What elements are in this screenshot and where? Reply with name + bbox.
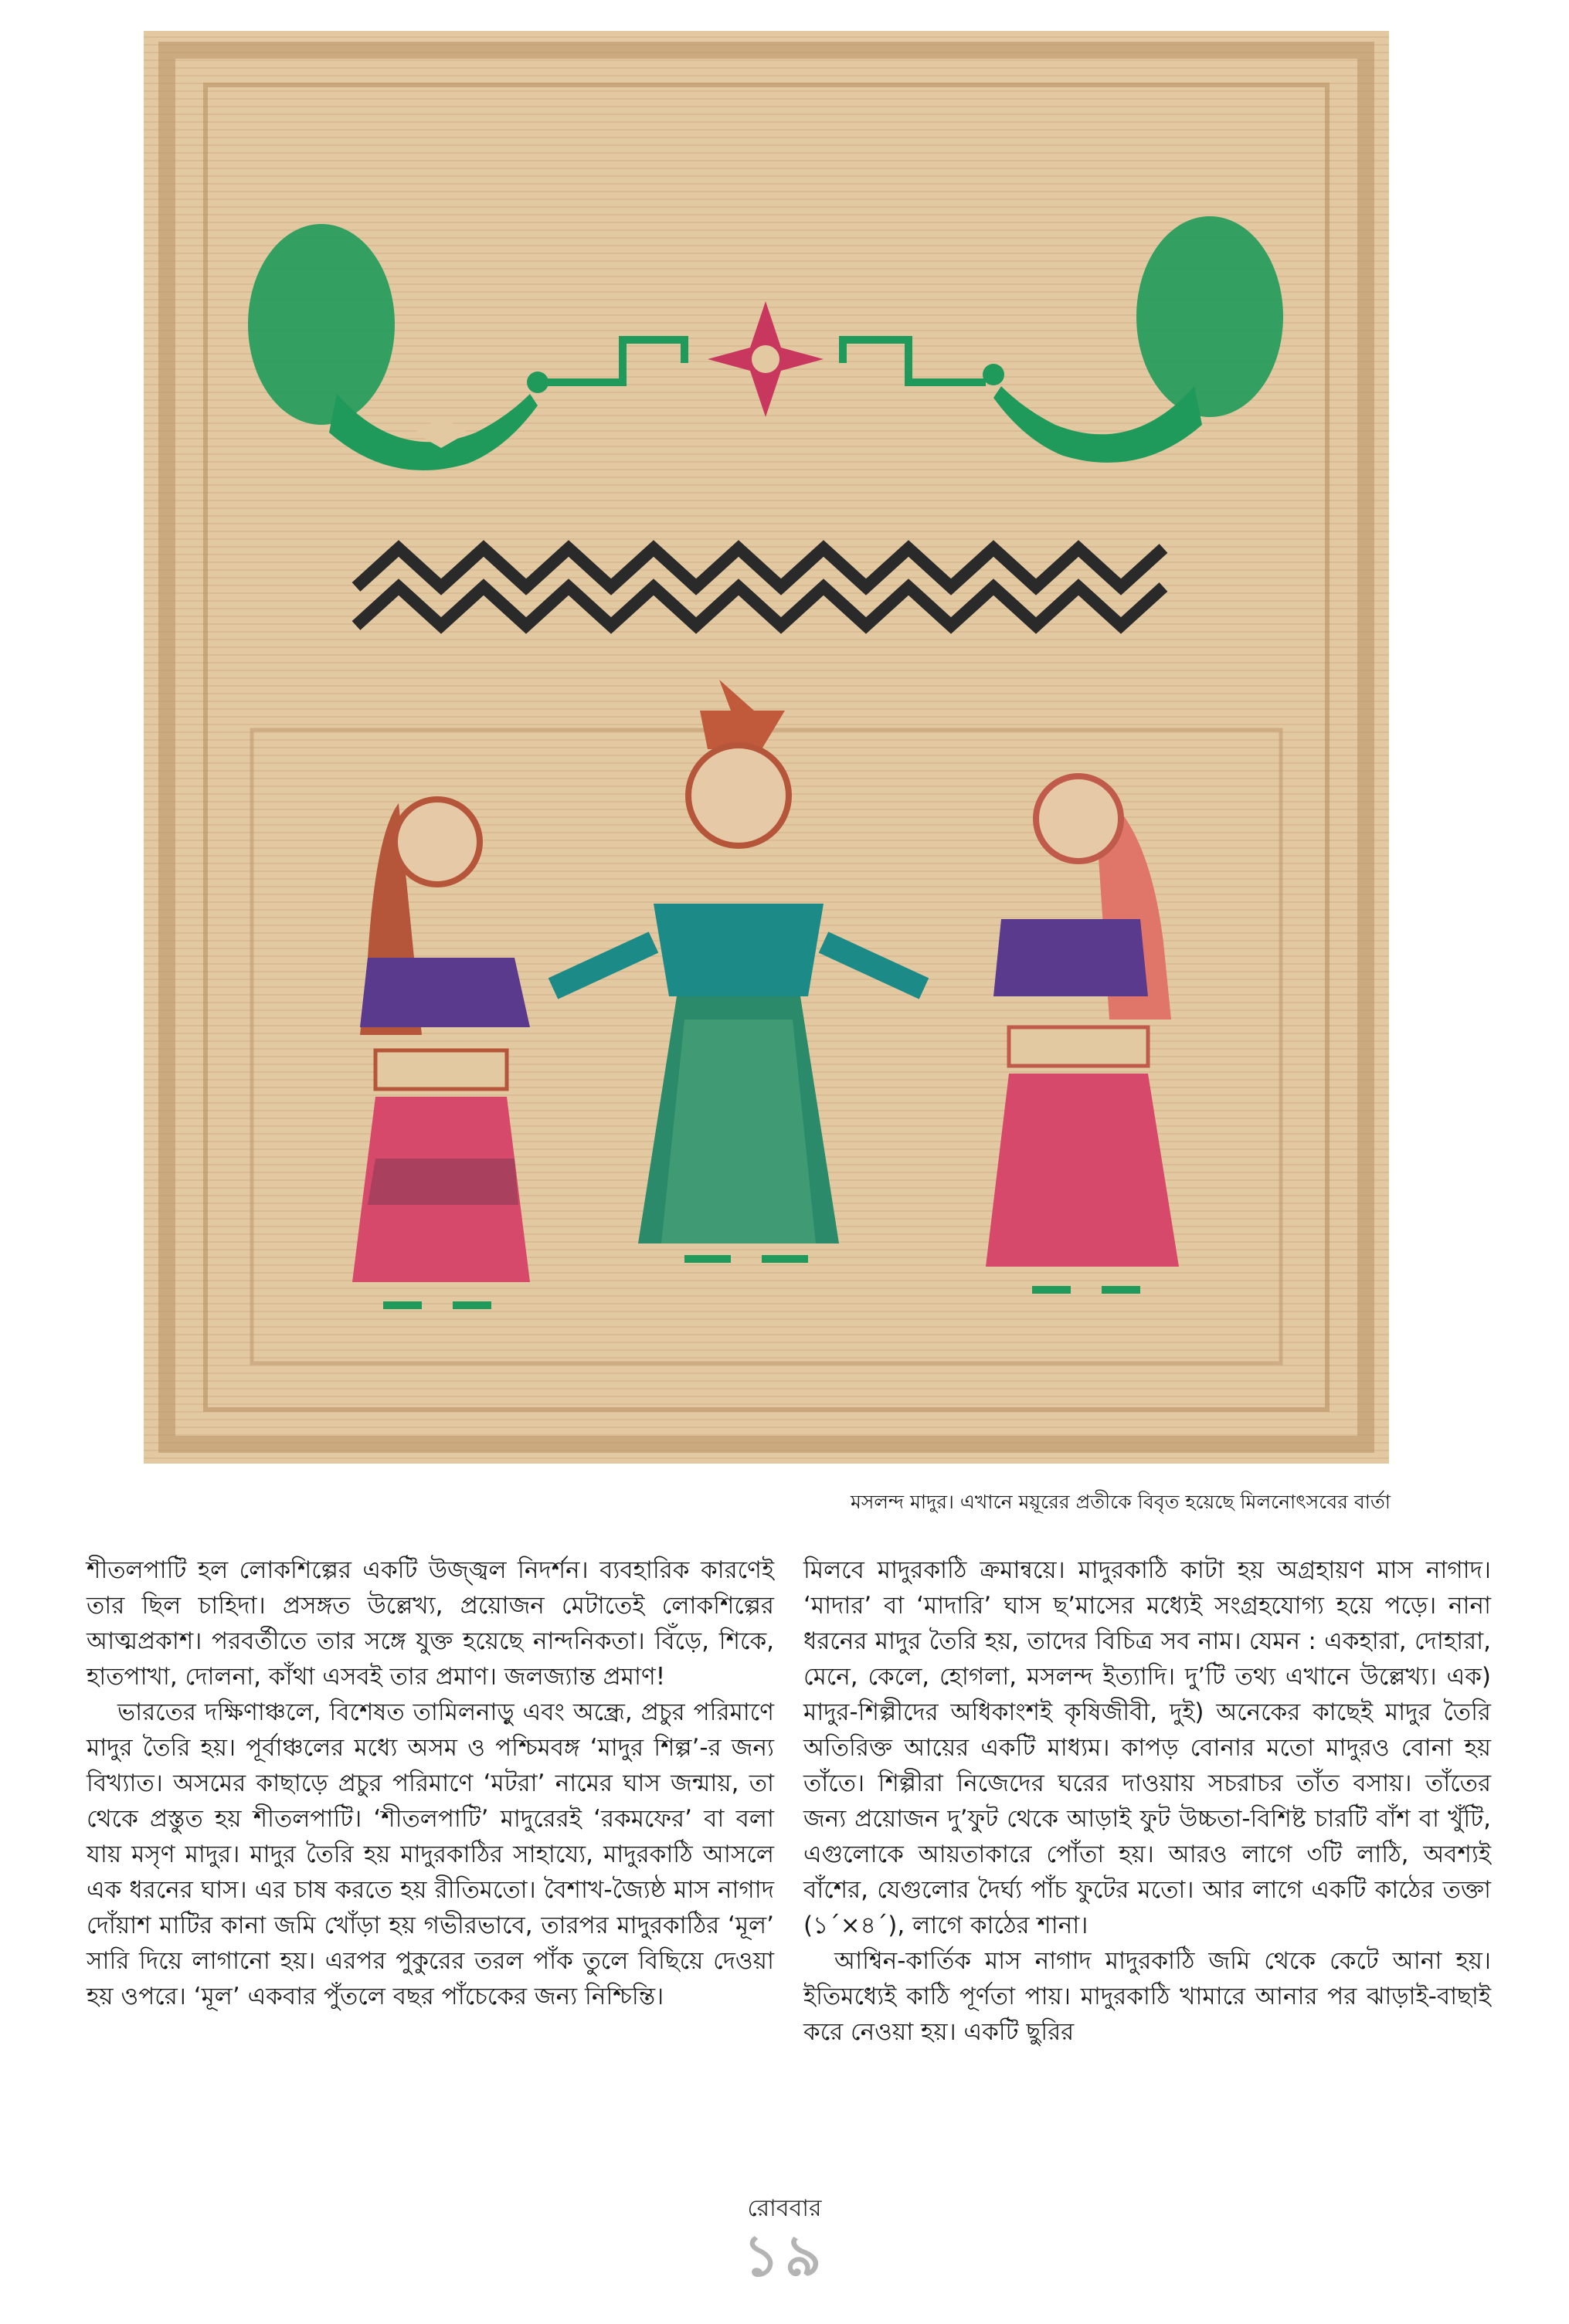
magazine-name: রোববার: [747, 2195, 822, 2222]
photo-caption: মসলন্দ মাদুর। এখানে ময়ূরের প্রতীকে বিবৃত হয়েছে মিলনোৎসবের বার্তা: [850, 1491, 1391, 1513]
paragraph: আশ্বিন-কার্তিক মাস নাগাদ মাদুরকাঠি জমি থেকে কেটে আনা হয়। ইতিমধ্যেই কাঠি পূর্ণতা পায়। মাদুরকাঠি খামারে আনার পর ঝাড়াই-বাছাই করে নেওয়া হয়। একটি ছুরির: [803, 1947, 1491, 2046]
woven-mat-photo: [144, 31, 1389, 1464]
paragraph: ভারতের দক্ষিণাঞ্চলে, বিশেষত তামিলনাড়ু এবং অন্ধ্রে, প্রচুর পরিমাণে মাদুর তৈরি হয়। পূর্বাঞ্চলের মধ্যে অসম ও পশ্চিমবঙ্গ ‘মাদুর শিল্প’-র জন্য বিখ্যাত। অসমের কাছাড়ে প্রচুর পরিমাণে ‘মটরা’ নামের ঘাস জন্মায়, তা থেকে প্রস্তুত হয় শীতলপাটি। ‘শীতলপাটি’ মাদুরেরই ‘রকমফের’ বা বলা যায় মসৃণ মাদুর। মাদুর তৈরি হয় মাদুরকাঠির সাহায্যে, মাদুরকাঠি আসলে এক ধরনের ঘাস। এর চাষ করতে হয় রীতিমতো। বৈশাখ-জ্যৈষ্ঠ মাস নাগাদ দোঁয়াশ মাটির কানা জমি খোঁড়া হয় গভীরভাবে, তারপর মাদুরকাঠির ‘মূল’ সারি দিয়ে লাগানো হয়। এরপর পুকুরের তরল পাঁক তুলে বিছিয়ে দেওয়া হয় ওপরে। ‘মূল’ একবার পুঁতলে বছর পাঁচেকের জন্য নিশ্চিন্তি।: [87, 1698, 774, 2010]
paragraph: শীতলপাটি হল লোকশিল্পের একটি উজ্জ্বল নিদর্শন। ব্যবহারিক কারণেই তার ছিল চাহিদা। প্রসঙ্গত উল্লেখ্য, প্রয়োজন মেটাতেই লোকশিল্পের আত্মপ্রকাশ। পরবর্তীতে তার সঙ্গে যুক্ত হয়েছে নান্দনিকতা। বিঁড়ে, শিকে, হাতপাখা, দোলনা, কাঁথা এসবই তার প্রমাণ। জলজ্যান্ত প্রমাণ!: [87, 1556, 774, 1691]
article-column-left: [87, 1552, 774, 2014]
article-column-right: [803, 1552, 1491, 2050]
paragraph: মিলবে মাদুরকাঠি ক্রমান্বয়ে। মাদুরকাঠি কাটা হয় অগ্রহায়ণ মাস নাগাদ। ‘মাদার’ বা ‘মাদারি’ ঘাস ছ’মাসের মধ্যেই সংগ্রহযোগ্য হয়ে পড়ে। নানা ধরনের মাদুর তৈরি হয়, তাদের বিচিত্র সব নাম। যেমন : একহারা, দোহারা, মেনে, কেলে, হোগলা, মসলন্দ ইত্যাদি। দু’টি তথ্য এখানে উল্লেখ্য। এক) মাদুর-শিল্পীদের অধিকাংশই কৃষিজীবী, দুই) অনেকের কাছেই মাদুর তৈরি অতিরিক্ত আয়ের একটি মাধ্যম। কাপড় বোনার মতো মাদুরও বোনা হয় তাঁতে। শিল্পীরা নিজেদের ঘরের দাওয়ায় সচরাচর তাঁত বসায়। তাঁতের জন্য প্রয়োজন দু’ফুট থেকে আড়াই ফুট উচ্চতা-বিশিষ্ট চারটি বাঁশ বা খুঁটি, এগুলোকে আয়তাকারে পোঁতা হয়। আরও লাগে ৩টি লাঠি, অবশ্যই বাঁশের, যেগুলোর দৈর্ঘ্য পাঁচ ফুটের মতো। আর লাগে একটি কাঠের তক্তা (১´×৪´), লাগে কাঠের শানা।: [803, 1556, 1491, 1939]
page-number: ১৯: [742, 2223, 827, 2289]
